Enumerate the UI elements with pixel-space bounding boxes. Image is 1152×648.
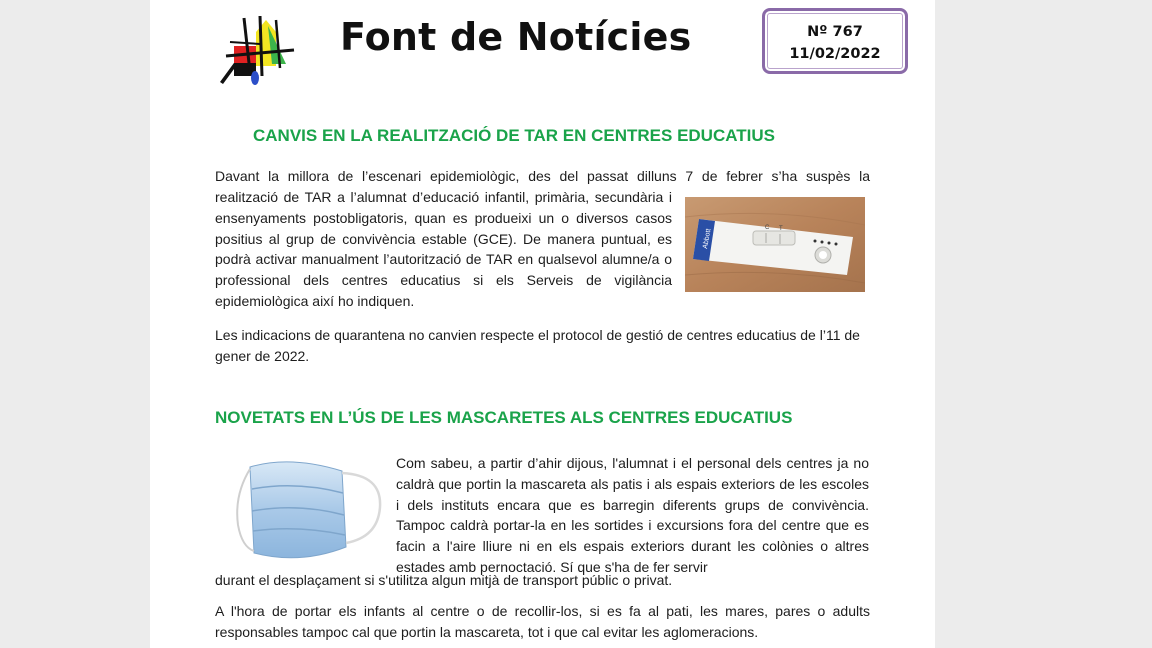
face-mask-illustration [230,455,385,565]
issue-box [762,8,908,74]
issue-number: Nº 767 [807,24,863,40]
article2-paragraph2: A l'hora de portar els infants al centre o de recollir-los, si es fa al pati, les mares, pares o adults responsables tampoc cal que portin la mascareta, tot i que cal evitar les aglomeracions. [215,603,870,640]
antigen-test-photo [685,197,865,292]
issue-date: 11/02/2022 [789,46,881,62]
article1-heading: CANVIS EN LA REALITZACIÓ DE TAR EN CENTRES EDUCATIUS [253,126,775,145]
article1-paragraph1-first-line: Davant la millora de l’escenari epidemiològic, des del passat dilluns 7 de febrer s’ha suspès la [215,168,870,184]
article2-paragraph1: Com sabeu, a partir d’ahir dijous, l'alumnat i el personal dels centres ja no caldrà que portin la mascareta als patis i als espais exteriors de les escoles i dels instituts encara que es barregin diferents grups de convivència. Tampoc caldrà portar-la en les sortides i excursions fora del centre que es facin a l'aire lliure ni en els espais exteriors durant les colònies o altres estades amb pernoctació. Sí que s'ha de fer servir [396,455,869,575]
test-brand-label: Abbott [702,228,713,250]
article1-paragraph1: realització de TAR a l’alumnat d’educació infantil, primària, secundària i ensenyaments postobligatoris, quan es produeixi un o diversos casos positius al grup de convivència estable (GCE). De manera puntual, es podrà activar manualment l’autorització de TAR en qualsevol alumne/a o professional dels centres educatius si els Serveis de vigilància epidemiològica així ho indiquen. [215,189,672,309]
newsletter-title: Font de Notícies [340,15,692,59]
article2-paragraph1-end: durant el desplaçament si s'utilitza algun mitjà de transport públic o privat. [215,572,673,588]
article2-heading: NOVETATS EN L’ÚS DE LES MASCARETES ALS CENTRES EDUCATIUS [215,408,793,427]
test-test-mark: T [779,226,783,232]
article1-paragraph2: Les indicacions de quarantena no canvien respecte el protocol de gestió de centres educatius de l’11 de gener de 2022. [215,327,860,364]
school-logo [220,16,298,88]
test-control-mark: C [765,225,770,231]
